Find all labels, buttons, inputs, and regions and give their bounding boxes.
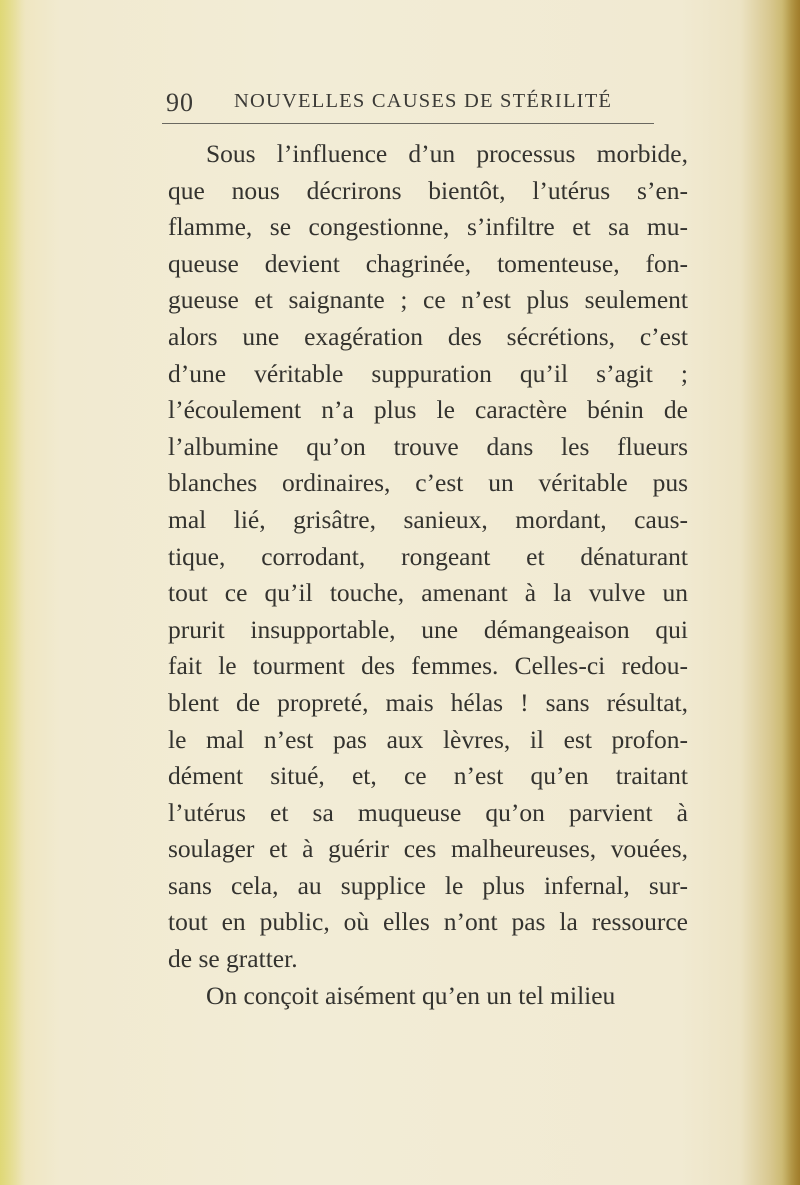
text-line: mal lié, grisâtre, sanieux, mordant, caus-: [168, 504, 688, 534]
text-line: l’écoulement n’a plus le caractère bénin de: [168, 395, 688, 425]
header-rule: [162, 123, 654, 124]
text-line: prurit insupportable, une démangeaison qui: [168, 614, 688, 644]
text-line: soulager et à guérir ces malheureuses, vouées,: [168, 834, 688, 864]
right-page-edge: [782, 0, 800, 1185]
text-line: On conçoit aisément qu’en un tel milieu: [206, 980, 616, 1010]
text-line: sans cela, au supplice le plus infernal, sur-: [168, 870, 688, 900]
text-line: tout ce qu’il touche, amenant à la vulve un: [168, 578, 688, 608]
text-line: de se gratter.: [168, 944, 298, 974]
left-margin-stain: [0, 0, 26, 1185]
text-line: dément situé, et, ce n’est qu’en traitant: [168, 761, 688, 791]
text-line: le mal n’est pas aux lèvres, il est profon-: [168, 724, 688, 754]
text-line: l’utérus et sa muqueuse qu’on parvient à: [168, 797, 688, 827]
text-line: l’albumine qu’on trouve dans les flueurs: [168, 431, 688, 461]
text-line: flamme, se congestionne, s’infiltre et sa mu-: [168, 212, 688, 242]
text-line: alors une exagération des sécrétions, c’est: [168, 321, 688, 351]
text-line: que nous décrirons bientôt, l’utérus s’en-: [168, 175, 688, 205]
text-line: tout en public, où elles n’ont pas la ressource: [168, 907, 688, 937]
text-line: gueuse et saignante ; ce n’est plus seulement: [168, 285, 688, 315]
body-text: [168, 136, 688, 1014]
running-head: [160, 84, 680, 124]
text-line: blent de propreté, mais hélas ! sans résultat,: [168, 687, 688, 717]
text-line: tique, corrodant, rongeant et dénaturant: [168, 541, 688, 571]
page-number: 90: [166, 88, 194, 117]
running-head-title: NOUVELLES CAUSES DE STÉRILITÉ: [234, 90, 613, 112]
text-line: Sous l’influence d’un processus morbide,: [206, 139, 688, 168]
text-line: queuse devient chagrinée, tomenteuse, fon-: [168, 248, 688, 278]
text-line: d’une véritable suppuration qu’il s’agit ;: [168, 358, 688, 388]
text-line: blanches ordinaires, c’est un véritable pus: [168, 468, 688, 498]
text-line: fait le tourment des femmes. Celles-ci redou-: [168, 651, 688, 681]
